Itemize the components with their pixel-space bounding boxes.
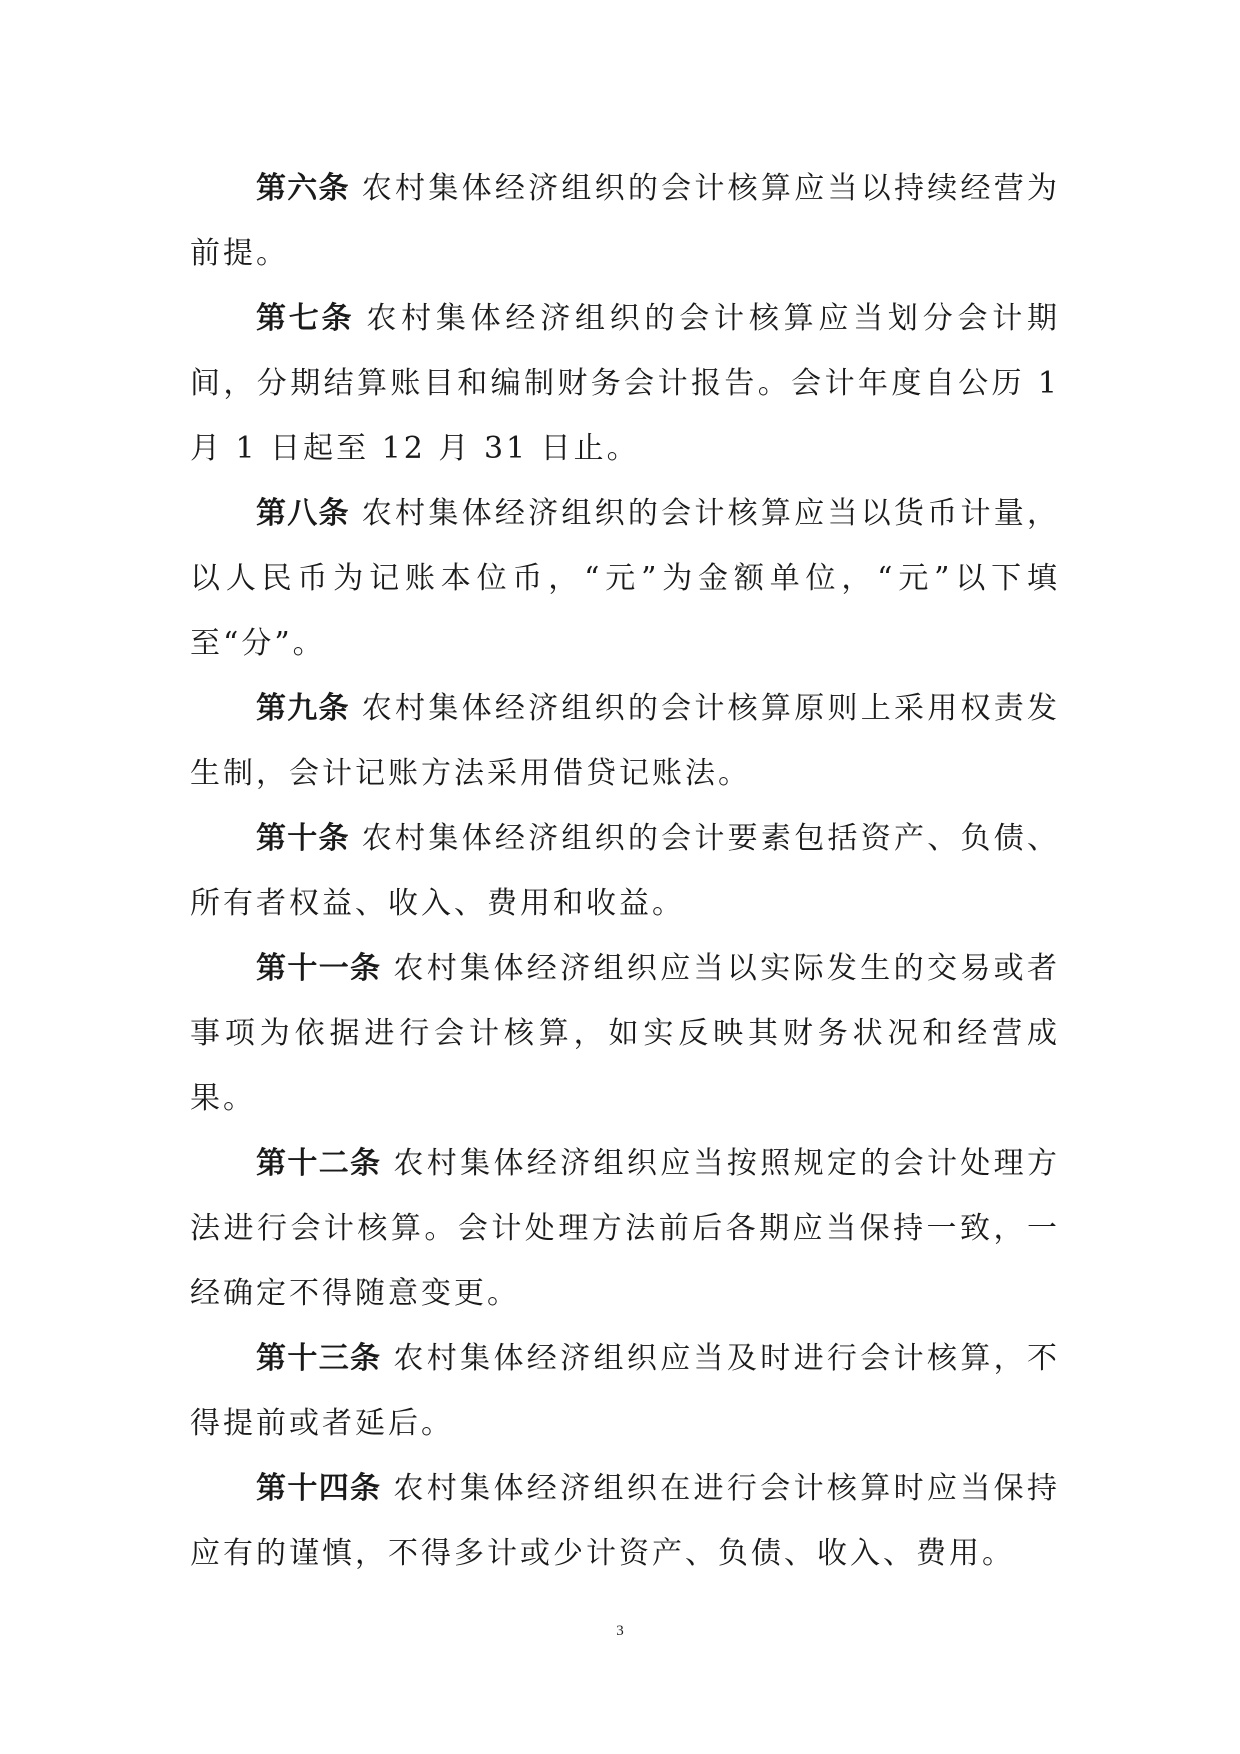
- article-label: 第七条: [256, 301, 355, 336]
- article-text: 农村集体经济组织的会计核算应当以持续经营为前提。: [190, 171, 1061, 271]
- article-10: [190, 806, 1060, 936]
- article-text: 农村集体经济组织在进行会计核算时应当保持应有的谨慎，不得多计或少计资产、负债、收入、费用。: [190, 1471, 1061, 1571]
- article-text: 农村集体经济组织的会计要素包括资产、负债、所有者权益、收入、费用和收益。: [190, 821, 1061, 921]
- article-text: 农村集体经济组织的会计核算应当以货币计量，以人民币为记账本位币，“元”为金额单位，“元”以下填至“分”。: [190, 496, 1061, 661]
- article-text: 农村集体经济组织的会计核算原则上采用权责发生制，会计记账方法采用借贷记账法。: [190, 691, 1061, 791]
- article-label: 第十条: [256, 821, 350, 856]
- article-text: 农村集体经济组织应当按照规定的会计处理方法进行会计核算。会计处理方法前后各期应当保持一致，一经确定不得随意变更。: [190, 1146, 1061, 1311]
- article-13: [190, 1326, 1060, 1456]
- page-number: 3: [616, 1623, 624, 1639]
- article-11: [190, 936, 1060, 1131]
- article-7: [190, 286, 1060, 481]
- article-label: 第九条: [256, 691, 350, 726]
- document-body: [190, 156, 1060, 1586]
- article-label: 第十三条: [256, 1341, 382, 1376]
- article-label: 第八条: [256, 496, 350, 531]
- article-12: [190, 1131, 1060, 1326]
- article-label: 第十一条: [256, 951, 382, 986]
- article-text: 农村集体经济组织的会计核算应当划分会计期间，分期结算账目和编制财务会计报告。会计年度自公历 1 月 1 日起至 12 月 31 日止。: [190, 301, 1061, 466]
- article-label: 第六条: [256, 171, 350, 206]
- article-6: [190, 156, 1060, 286]
- article-label: 第十四条: [256, 1471, 382, 1506]
- article-9: [190, 676, 1060, 806]
- article-14: [190, 1456, 1060, 1586]
- article-text: 农村集体经济组织应当及时进行会计核算，不得提前或者延后。: [190, 1341, 1061, 1441]
- article-label: 第十二条: [256, 1146, 382, 1181]
- article-8: [190, 481, 1060, 676]
- article-text: 农村集体经济组织应当以实际发生的交易或者事项为依据进行会计核算，如实反映其财务状况和经营成果。: [190, 951, 1061, 1116]
